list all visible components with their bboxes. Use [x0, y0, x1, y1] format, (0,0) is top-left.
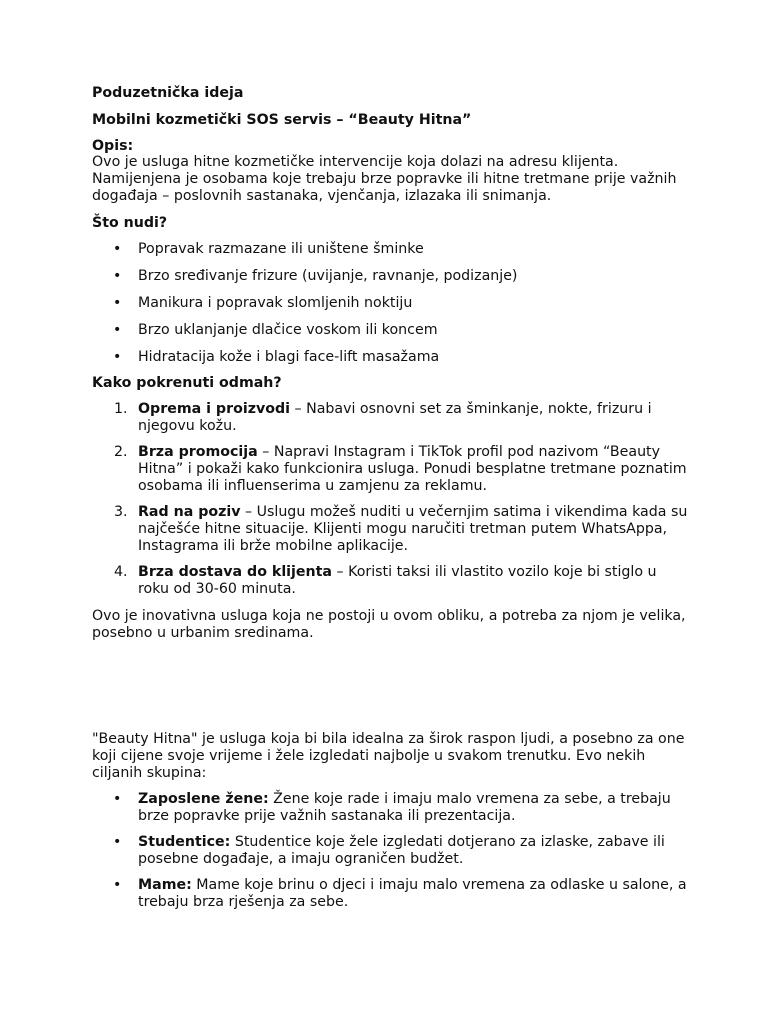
list-item	[92, 877, 692, 911]
step-title: Oprema i proizvodi	[138, 401, 290, 417]
closing-paragraph: Ovo je inovativna usluga koja ne postoji u ovom obliku, a potreba za njom je velika, posebno u urbanim sredinama.	[92, 608, 686, 641]
step-text: – Nabavi osnovni set za šminkanje, nokte, frizuru i njegovu kožu.	[138, 401, 652, 434]
step-number: 1.	[114, 401, 128, 417]
offer-text: Brzo uklanjanje dlačice voskom ili koncem	[138, 322, 438, 338]
bullet-icon: •	[113, 295, 122, 311]
start-heading: Kako pokrenuti odmah?	[92, 375, 282, 391]
step-text: – Uslugu možeš nuditi u večernjim satima i vikendima kada su najčešće hitne situacije. Klijenti mogu naručiti tretman putem WhatsAppa, Instagrama ili brže mobilne aplikacije.	[138, 504, 688, 554]
audience-list	[92, 791, 692, 911]
bullet-icon: •	[113, 349, 122, 365]
list-item	[92, 791, 692, 825]
group-title: Studentice:	[138, 834, 231, 850]
bullet-icon: •	[113, 241, 122, 257]
group-title: Zaposlene žene:	[138, 791, 269, 807]
offers-heading: Što nudi?	[92, 215, 168, 231]
audience-intro: "Beauty Hitna" je usluga koja bi bila idealna za širok raspon ljudi, a posebno za one koji cijene svoje vrijeme i žele izgledati najbolje u svakom trenutku. Evo nekih ciljanih skupina:	[92, 731, 685, 781]
description-heading: Opis:	[92, 138, 134, 154]
list-item	[92, 564, 692, 598]
list-item	[92, 401, 692, 435]
group-text: Mame koje brinu o djeci i imaju malo vremena za odlaske u salone, a trebaju brza rješenja za sebe.	[138, 877, 687, 910]
step-text: – Napravi Instagram i TikTok profil pod nazivom “Beauty Hitna” i pokaži kako funkcionira usluga. Ponudi besplatne tretmane poznatim osobama ili influenserima u zamjenu za reklamu.	[138, 444, 687, 494]
offers-list	[92, 241, 692, 366]
list-item	[92, 834, 692, 868]
group-text: Studentice koje žele izgledati dotjerano za izlaske, zabave ili posebne događaje, a imaju ograničen budžet.	[138, 834, 665, 867]
step-number: 4.	[114, 564, 128, 580]
group-title: Mame:	[138, 877, 192, 893]
list-item	[92, 444, 692, 495]
bullet-icon: •	[113, 322, 122, 338]
list-item	[92, 268, 692, 285]
bullet-icon: •	[113, 791, 122, 807]
offer-text: Hidratacija kože i blagi face-lift masažama	[138, 349, 440, 365]
step-title: Brza promocija	[138, 444, 258, 460]
list-item	[92, 322, 692, 339]
step-text: – Koristi taksi ili vlastito vozilo koje bi stiglo u roku od 30-60 minuta.	[138, 564, 657, 597]
step-number: 2.	[114, 444, 128, 460]
offer-text: Popravak razmazane ili uništene šminke	[138, 241, 424, 257]
idea-label: Poduzetnička ideja	[92, 85, 244, 101]
offer-text: Manikura i popravak slomljenih noktiju	[138, 295, 413, 311]
step-title: Brza dostava do klijenta	[138, 564, 332, 580]
list-item	[92, 504, 692, 555]
group-text: Žene koje rade i imaju malo vremena za sebe, a trebaju brze popravke prije važnih sastanaka ili prezentacija.	[138, 791, 671, 824]
document-title: Mobilni kozmetički SOS servis – “Beauty Hitna”	[92, 112, 472, 128]
description-text: Ovo je usluga hitne kozmetičke intervencije koja dolazi na adresu klijenta. Namijenjena je osobama koje trebaju brze popravke ili hitne tretmane prije važnih događaja – poslovnih sastanaka, vjenčanja, izlazaka ili snimanja.	[92, 154, 677, 204]
list-item	[92, 295, 692, 312]
list-item	[92, 241, 692, 258]
step-title: Rad na poziv	[138, 504, 241, 520]
bullet-icon: •	[113, 834, 122, 850]
start-steps-list	[92, 401, 692, 598]
bullet-icon: •	[113, 877, 122, 893]
bullet-icon: •	[113, 268, 122, 284]
offer-text: Brzo sređivanje frizure (uvijanje, ravnanje, podizanje)	[138, 268, 518, 284]
list-item	[92, 349, 692, 366]
step-number: 3.	[114, 504, 128, 520]
